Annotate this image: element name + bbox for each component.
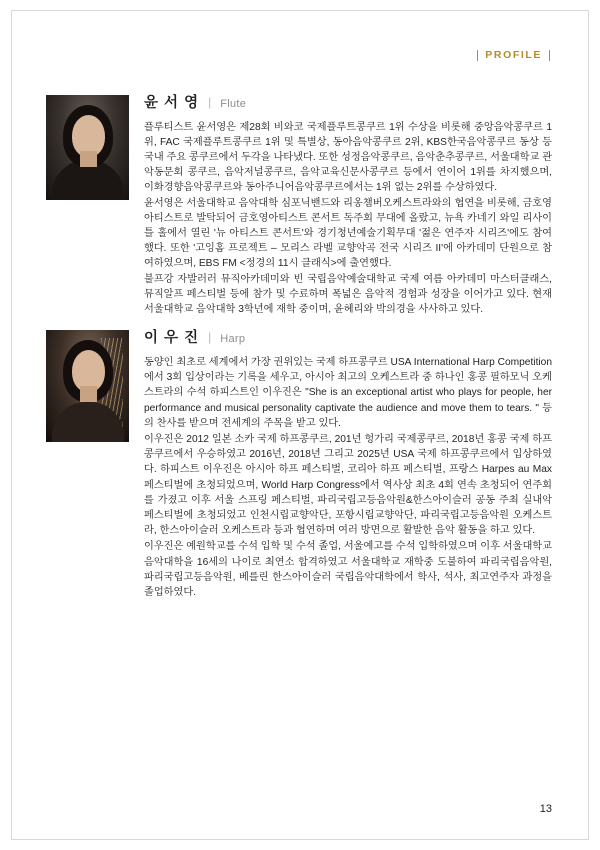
header-right-bar-icon (549, 50, 550, 61)
portrait-harpist-photo (46, 330, 129, 442)
portrait-neck-shape (80, 151, 97, 167)
profile-bio (144, 120, 552, 317)
header-left-bar-icon (477, 50, 478, 61)
profile-entry-flute (46, 89, 552, 318)
profile-name: 이 우 진 (144, 329, 200, 346)
profile-name-line (144, 91, 552, 112)
profile-bio-paragraph: 이우진은 2012 일본 소카 국제 하프콩쿠르, 201년 헝가리 국제콩쿠르, 2018년 홍콩 국제 하프콩쿠르에서 우승하였고 2016년, 2018년 그리고 2025년 USA 국제 하프콩쿠르에서 입상하였다. 하피스트 이우진은 아시아 하프 페스티벌, 코리아 하프 페스티벌, 프랑스 Harpes au Max 페스티벌에 초청되었으며, World Harp Congress에서 역사상 최초 4회 연속 초청되어 연주회를 가졌고 이후 서울 스프링 페스티벌, 파리국립고등음악원&한스아이슬러 공동 주최 실내악 페스티벌에 초청되었고 인천시립교향악단, 포항시립교향악단, 파리국립고등음악원 오케스트라, 한스아이슬러 오케스트라 등과 협연하며 여러 방면으로 활발한 음악 활동을 하고 있다. (144, 433, 552, 537)
name-separator-icon: | (208, 329, 212, 344)
profile-bio-paragraph: 불프강 자발러러 뮤직아카데미와 빈 국립음악예술대학교 국제 여름 아카데미 마스터클래스, 뮤직알프 페스티벌 등에 참가 및 수료하며 폭넓은 음악적 경험과 성장을 이어가고 있다. 현재 서울대학교 음악대학 3학년에 재학 중이며, 윤혜리와 박의경을 사사하고 있다. (144, 273, 552, 316)
portrait-neck-shape (80, 386, 97, 402)
section-header (477, 49, 550, 61)
profile-name-line (144, 326, 552, 347)
profile-entry-harp (46, 324, 552, 601)
profile-photo-column (46, 89, 144, 200)
profile-photo-column (46, 324, 144, 442)
portrait-flutist-photo (46, 95, 129, 200)
profile-text-column (144, 89, 552, 318)
header-label: PROFILE (485, 49, 542, 61)
profile-bio-paragraph: 윤서영은 서울대학교 음악대학 심포닉밴드와 리옹챔버오케스트라와의 협연을 비롯해, 금호영아티스트로 발탁되어 금호영아티스트 콘서트 독주회 무대에 올랐고, 뉴욕 카네기 와일 리사이틀 홀에서 열린 '뉴 아티스트 콘서트'와 경기청년예술기획무대 '젊은 연주자 시리즈'에도 참여했다. 또한 '고잉홈 프로젝트 – 모리스 라벨 교향악곡 전국 시리즈 II'에 아카데미 단원으로 참여하였으며, EBS FM <정경의 11시 클래식>에 출연했다. (144, 197, 552, 270)
page-frame (11, 10, 589, 840)
page-number: 13 (539, 803, 552, 815)
profile-bio (144, 355, 552, 601)
profile-bio-paragraph: 동양인 최초로 세계에서 가장 권위있는 국제 하프콩쿠르 USA International Harp Competition 에서 3회 입상이라는 기록을 세우고, 아시아 최고의 오케스트라 중 하나인 홍콩 필하모닉 오케스트라의 수석 하피스트인 이우진은 "She is an exceptional artist who plays for people, her performance and musical personality captivate the audience and move them to tears. " 등의 찬사를 받으며 전세계의 주목을 받고 있다. (144, 356, 552, 429)
profile-bio-paragraph: 이우진은 예원학교를 수석 입학 및 수석 졸업, 서울예고를 수석 입학하였으며 이후 서울대학교 음악대학을 16세의 나이로 최연소 합격하였고 서울대학교 재학중 도불하여 파리국립음악원, 파리국립고등음악원, 베를린 한스아이슬러 국립음악대학에서 학사, 석사, 최고연주자 과정을 졸업하였다. (144, 541, 552, 599)
profile-text-column (144, 324, 552, 601)
profiles-container (12, 89, 588, 607)
profile-instrument: Flute (220, 98, 247, 110)
name-separator-icon: | (208, 95, 212, 109)
profile-name: 윤 서 영 (144, 95, 200, 111)
profile-instrument: Harp (220, 332, 246, 345)
profile-bio-paragraph: 플루티스트 윤서영은 제28회 비와코 국제플루트콩쿠르 1위 수상을 비롯해 중앙음악콩쿠르 1위, FAC 국제플루트콩쿠르 1위 및 특별상, 동아음악콩쿠르 2위, KBS한국음악콩쿠르 동상 등 국내 주요 콩쿠르에서 두각을 나타냈다. 또한 성정음악콩쿠르, 음악춘추콩쿠르, 서울대학교 관악동문회 콩쿠르, 음악저널콩쿠르, 음악교육신문사콩쿠르 등에서 연이어 1위를 차지했으며, 이화경향음악콩쿠르와 동아주니어음악콩쿠르에서는 1위 없는 2위를 수상하였다. (144, 122, 552, 194)
